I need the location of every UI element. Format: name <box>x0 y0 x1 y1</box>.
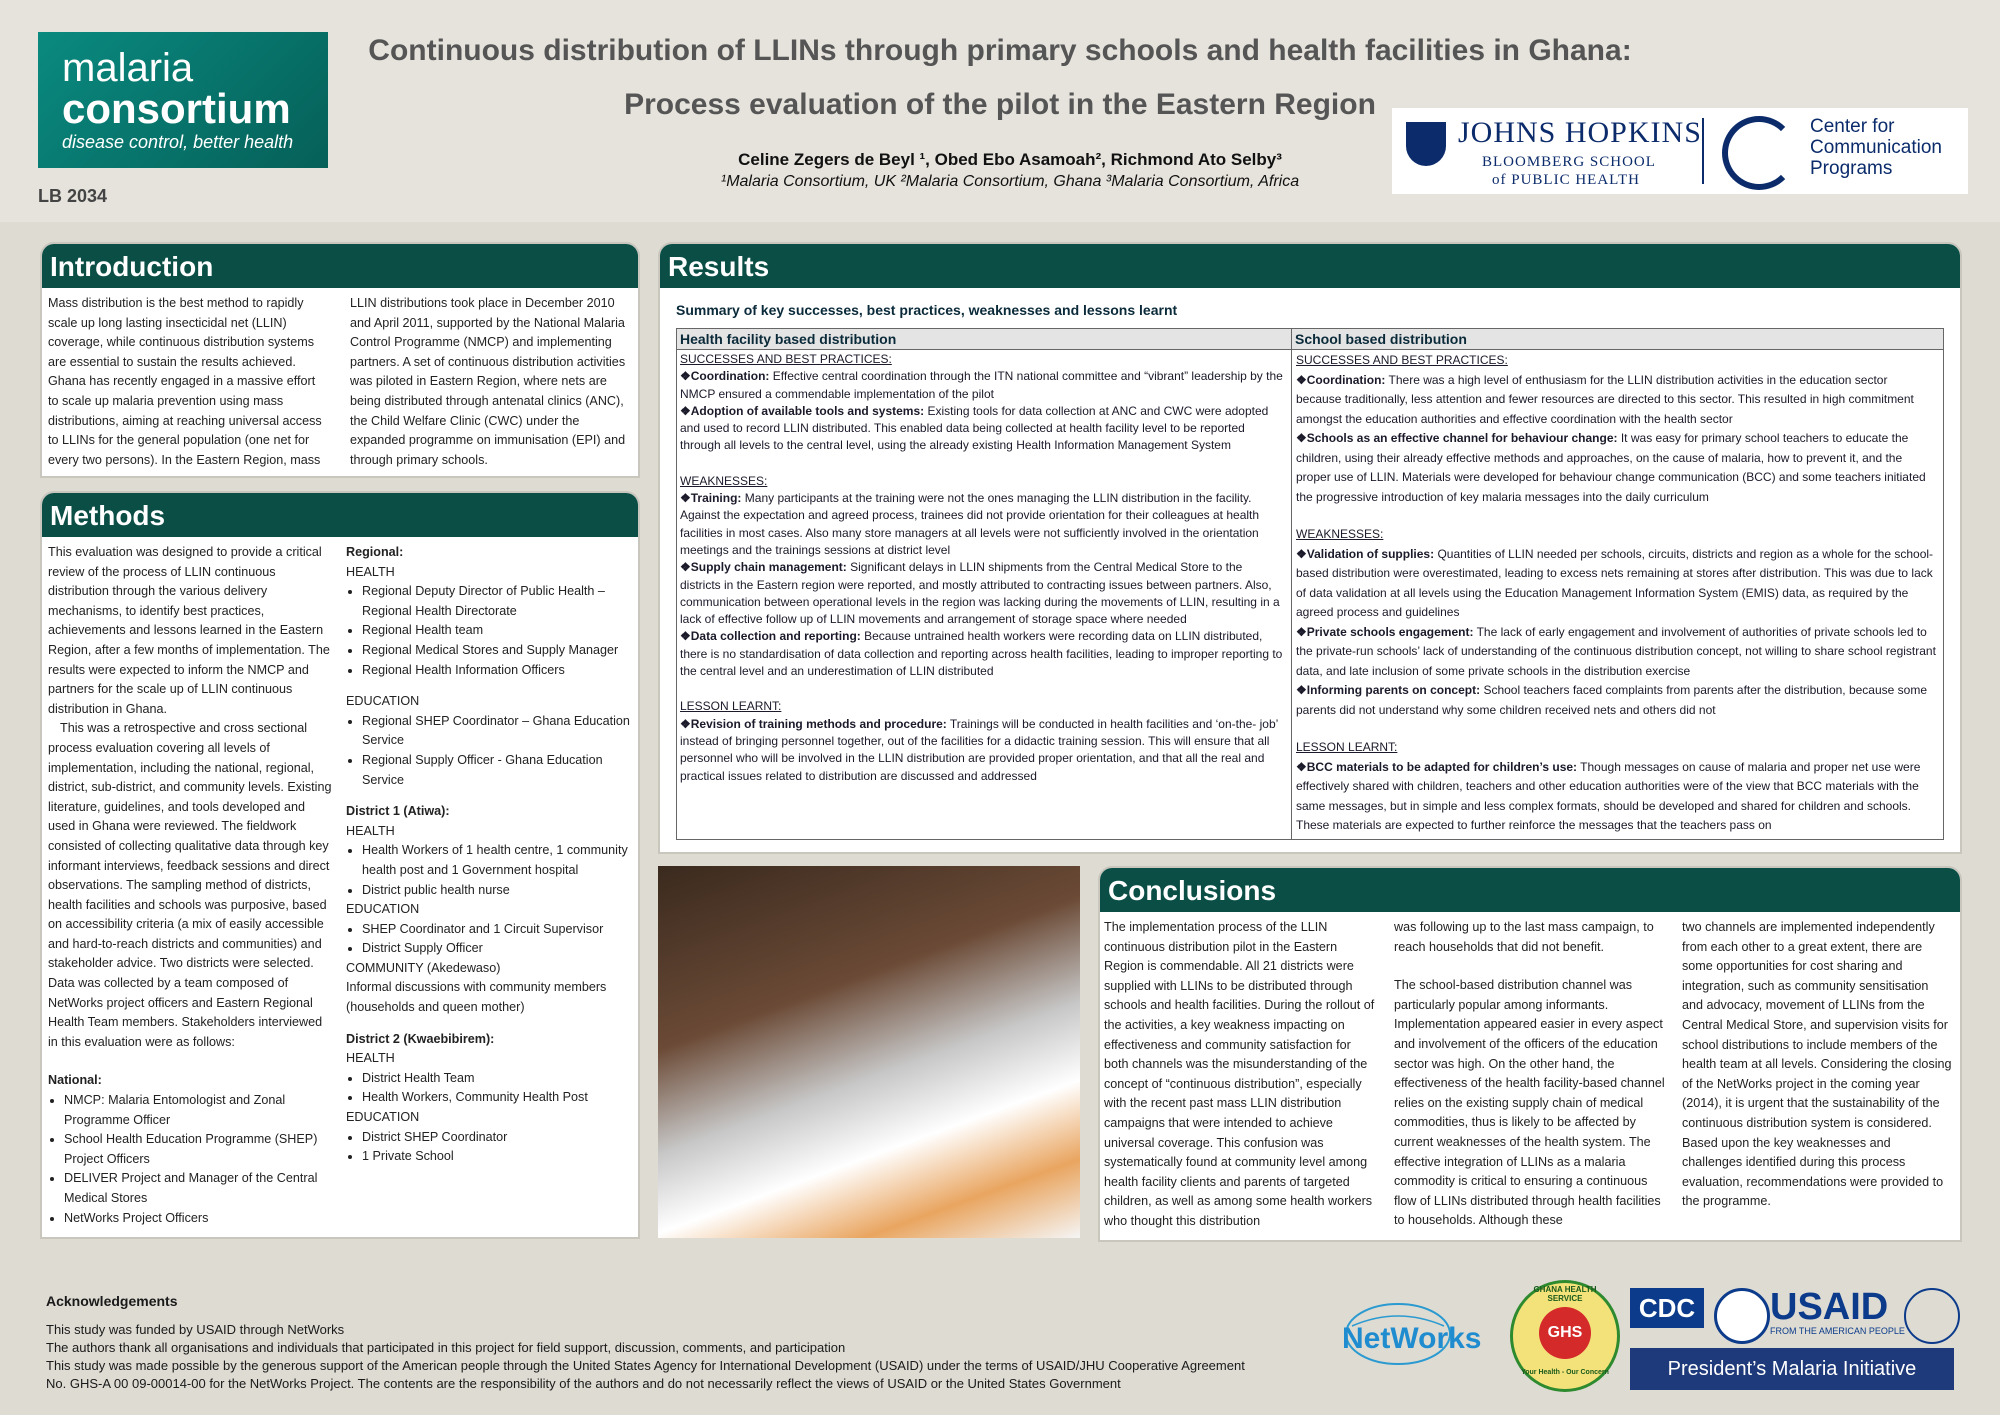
result-item <box>680 628 1286 680</box>
ack-line4: No. GHS-A 00 09-00014-00 for the NetWorks Project. The contents are the responsibility of the authors and do not necessarily reflect the views of USAID or the United States Government <box>46 1376 1121 1391</box>
results-subtitle: Summary of key successes, best practices, weaknesses and lessons learnt <box>676 302 1178 318</box>
ccp-line1: Center for <box>1810 116 1895 137</box>
section-label: SUCCESSES AND BEST PRACTICES: <box>680 352 892 366</box>
result-item-title: ❖Informing parents on concept: <box>1296 683 1481 697</box>
usaid-seal-icon <box>1714 1288 1770 1344</box>
jhu-name: JOHNS HOPKINS <box>1458 116 1702 149</box>
hf-column-header: Health facility based distribution <box>677 329 1291 350</box>
ccp-logo-text <box>1810 116 1942 179</box>
logo-tagline: disease control, better health <box>62 132 294 152</box>
hhs-eagle-icon <box>1904 1288 1960 1344</box>
list-item: • Health Workers, Community Health Post <box>362 1088 632 1108</box>
section-label: LESSON LEARNT: <box>1296 740 1398 754</box>
regional-education-list <box>346 712 632 790</box>
list-item: • Regional SHEP Coordinator – Ghana Education Service <box>362 712 632 751</box>
results-heading: Results <box>660 244 1960 288</box>
section-label: WEAKNESSES: <box>1296 527 1384 541</box>
district1-health-label: HEALTH <box>346 823 395 838</box>
result-item <box>680 559 1286 628</box>
logo-line1: malaria <box>62 46 194 90</box>
ack-line1: This study was funded by USAID through NetWorks <box>46 1322 345 1337</box>
ccp-swirl-icon <box>1722 116 1796 190</box>
methods-panel <box>40 491 640 1239</box>
regional-education-label: EDUCATION <box>346 694 420 709</box>
result-item-title: ❖Training: <box>680 491 742 506</box>
regional-label: Regional: <box>346 545 404 559</box>
list-item: • DELIVER Project and Manager of the Central Medical Stores <box>64 1169 332 1208</box>
district2-health-label: HEALTH <box>346 1051 395 1066</box>
malaria-consortium-logo <box>38 32 328 168</box>
authors: Celine Zegers de Beyl ¹, Obed Ebo Asamoah², Richmond Ato Selby³ <box>738 150 1282 169</box>
result-item <box>680 403 1286 455</box>
result-item-text: Significant delays in LLIN shipments from the Central Medical Store to the districts in the Eastern region were reported, and mostly attributed to contracting issues between partners. Also, communication between operational levels in the region was lacking during the movements of LLIN, resulting in a lack of effective follow up of LLIN movements and arrangement of storage space where needed <box>680 560 1280 627</box>
result-item-title: ❖Schools as an effective channel for behaviour change: <box>1296 431 1618 445</box>
sb-column <box>1296 351 1936 836</box>
introduction-panel <box>40 242 640 478</box>
result-item <box>1296 681 1936 720</box>
list-item: • District public health nurse <box>362 881 632 901</box>
conclusions-panel <box>1098 866 1962 1242</box>
district1-education-list <box>346 920 632 959</box>
introduction-col1: Mass distribution is the best method to rapidly scale up long lasting insecticidal net (LLIN) coverage, while continuous distribution systems are essential to sustain the results achieved. Ghana has recently engaged in a massive effort to scale up malaria prevention using mass distributions, aiming at reaching universal access to LLINs for the general population (one net for every two persons). In the Eastern Region, mass <box>48 296 322 467</box>
district2-education-list <box>346 1128 632 1167</box>
list-item: • School Health Education Programme (SHEP) Project Officers <box>64 1130 332 1169</box>
methods-col1 <box>48 543 332 1228</box>
result-item <box>1296 429 1936 507</box>
list-item: • District Supply Officer <box>362 939 632 959</box>
partner-logos <box>1392 108 1968 194</box>
list-item: • SHEP Coordinator and 1 Circuit Supervisor <box>362 920 632 940</box>
pmi-banner: President’s Malaria Initiative <box>1630 1348 1954 1390</box>
list-item: • Health Workers of 1 health centre, 1 community health post and 1 Government hospital <box>362 841 632 880</box>
regional-health-label: HEALTH <box>346 564 395 579</box>
usaid-logo: USAID <box>1770 1286 1889 1328</box>
list-item: • Regional Deputy Director of Public Health – Regional Health Directorate <box>362 582 632 621</box>
result-item-text: Because untrained health workers were recording data on LLIN distributed, there is no standardisation of data collection and reporting across health facilities, leading to improper reporting to the central level and an underestimation of LLIN distributed <box>680 629 1283 679</box>
poster-title-line2: Process evaluation of the pilot in the Eastern Region <box>624 88 1376 121</box>
conclusions-col3: two channels are implemented independently from each other to a great extent, there are some opportunities for cost sharing and integration, such as community sensitisation and advocacy, movement of LLINs from the Central Medical Store, and supervision visits for school distributions to include members of the health team at all levels. Considering the closing of the NetWorks project in the coming year (2014), it is urgent that the sustainability of the continuous distribution system is considered. Based upon the key weaknesses and challenges identified during this process evaluation, recommendations were provided to the programme. <box>1682 920 1952 1209</box>
list-item: • 1 Private School <box>362 1147 632 1167</box>
result-item-text: Existing tools for data collection at ANC and CWC were adopted and used to record LLIN distributed. This enabled data being collected at health facility level to be reported through all levels to the central level, using the already existing Health Information Management System <box>680 403 1269 453</box>
section-label: WEAKNESSES: <box>680 473 768 488</box>
section-label: SUCCESSES AND BEST PRACTICES: <box>1296 353 1508 367</box>
ack-line3: This study was made possible by the generous support of the American people through the United States Agency for International Development (USAID) under the terms of USAID/JHU Cooperative Agreement <box>46 1358 1245 1373</box>
ghs-emblem: GHS <box>1539 1307 1591 1359</box>
ghs-motto: Your Health - Our Concern <box>1521 1369 1609 1376</box>
jhu-shield-icon <box>1406 122 1446 166</box>
district1-label: District 1 (Atiwa): <box>346 804 450 819</box>
acknowledgements-heading: Acknowledgements <box>46 1293 178 1309</box>
result-item <box>1296 623 1936 682</box>
networks-logo-text: NetWorks <box>1342 1322 1482 1355</box>
ccp-line3: Programs <box>1810 158 1893 179</box>
result-item-title: ❖Adoption of available tools and systems: <box>680 403 925 418</box>
result-item-title: ❖Validation of supplies: <box>1296 546 1435 561</box>
sb-column-header: School based distribution <box>1292 329 1943 350</box>
result-item-text: Many participants at the training were not the ones managing the LLIN distribution in the facility. Against the expectation and agreed process, trainees did not provide orientation for their colleagues at health facilities in most cases. Also many store managers at all levels were not sufficiently involved in the orientation meetings and the trainings sessions at district level <box>680 491 1260 557</box>
introduction-col2: LLIN distributions took place in December 2010 and April 2011, supported by the National Malaria Control Programme (NMCP) and implementing partners. A set of continuous distribution activities was piloted in Eastern Region, where nets are being distributed through antenatal clinics (ANC), the Child Welfare Clinic (CWC) under the expanded programme on immunisation (EPI) and through primary schools. <box>350 296 626 467</box>
ghana-health-service-logo <box>1510 1280 1620 1392</box>
result-item-text: Effective central coordination through the ITN national committee and “vibrant” leadership by the NMCP ensured a commendable implementation of the pilot <box>680 369 1283 401</box>
list-item: • NetWorks Project Officers <box>64 1209 332 1229</box>
result-item-text: It was easy for primary school teachers to educate the children, using their already effective methods and approaches, on the cause of malaria, how to prevent it, and the proper use of LLIN. Materials were developed for behaviour change communication (BCC) and some teachers initiated the progressive introduction of key malaria messages into the daily curriculum <box>1296 431 1926 504</box>
national-label: National: <box>48 1073 102 1088</box>
results-panel <box>658 242 1962 854</box>
national-list <box>48 1091 332 1228</box>
district1-health-list <box>346 841 632 900</box>
affiliations: ¹Malaria Consortium, UK ²Malaria Consortium, Ghana ³Malaria Consortium, Africa <box>720 173 1300 190</box>
result-item-text: There was a high level of enthusiasm for the LLIN distribution activities in the education sector because traditionally, less attention and fewer resources are directed to this sector. This resulted in high commitment amongst the education authorities and effective coordination with the health sector <box>1296 372 1914 426</box>
methods-col2 <box>346 543 632 1167</box>
column-divider <box>1291 329 1292 839</box>
logo-divider <box>1702 118 1704 184</box>
usaid-tagline: FROM THE AMERICAN PEOPLE <box>1770 1326 1905 1336</box>
conclusions-col1: The implementation process of the LLIN continuous distribution pilot in the Eastern Region is commendable. All 21 districts were supplied with LLINs to be distributed through schools and health facilities. During the rollout of the activities, a key weakness impacting on effectiveness and community satisfaction for both channels was the misunderstanding of the concept of “continuous distribution”, especially with the recent past mass LLIN distribution campaigns that were intended to achieve universal coverage. This confusion was systematically found at community level among health facility clients and parents of targeted children, as well as among some health workers who thought this distribution <box>1104 920 1375 1228</box>
conclusions-col2-para2: The school-based distribution channel was particularly popular among informants. Implementation appeared easier in every aspect and involvement of the officers of the education sector was high. On the other hand, the effectiveness of the health facility-based channel relies on the existing supply chain of medical commodities, thus is likely to be affected by current weaknesses of the health system. The effective integration of LLINs as a malaria commodity is critical to ensuring a continuous flow of LLINs distributed through health facilities to households. Although these <box>1394 978 1665 1228</box>
result-item-title: ❖Data collection and reporting: <box>680 629 861 644</box>
ghs-ring-text: GHANA HEALTH SERVICE <box>1533 1285 1597 1303</box>
result-item-text: Quantities of LLIN needed per schools, circuits, districts and region as a whole for the school-based distribution were overestimated, leading to excess nets remaining at stores after distribution. This was due to lack of data validation at all levels using the Education Management Information System (EMIS) data, as required by the agreed process and guidelines <box>1296 546 1934 619</box>
result-item-title: ❖Private schools engagement: <box>1296 624 1474 639</box>
jhu-school-line2: of PUBLIC HEALTH <box>1492 172 1640 188</box>
networks-logo <box>1338 1296 1494 1372</box>
community-label: COMMUNITY (Akedewaso) <box>346 960 501 975</box>
schoolchildren-photo <box>658 866 1080 1238</box>
result-item-text: Though messages on cause of malaria and proper net use were effectively shared with children, teachers and other education authorities were of the view that BCC materials with the same messages, but in simple and less complex formats, should be developed and shared for children and schools. These materials are expected to further reinforce the messages that the teachers pass on <box>1296 759 1921 832</box>
result-item-title: ❖Supply chain management: <box>680 560 847 575</box>
regional-health-list <box>346 582 632 680</box>
list-item: • Regional Health Information Officers <box>362 661 632 681</box>
list-item: • Regional Health team <box>362 621 632 641</box>
conclusions-col2-para1: was following up to the last mass campaign, to reach households that did not benefit. <box>1394 920 1654 954</box>
result-item-title: ❖Revision of training methods and procedure: <box>680 716 947 731</box>
results-table <box>676 328 1944 840</box>
conclusions-heading: Conclusions <box>1100 868 1960 912</box>
section-label: LESSON LEARNT: <box>680 699 782 714</box>
poster-title-line1: Continuous distribution of LLINs through primary schools and health facilities in Ghana: <box>368 34 1632 67</box>
result-item-title: ❖Coordination: <box>1296 372 1386 387</box>
logo-line2: consortium <box>62 85 291 132</box>
conclusions-col2 <box>1394 918 1666 1231</box>
cdc-logo: CDC <box>1630 1288 1704 1328</box>
introduction-heading: Introduction <box>42 244 638 288</box>
result-item <box>680 368 1286 403</box>
result-item-text: Trainings will be conducted in health facilities and ‘on-the- job’ instead of bringing personnel together, out of the facilities for a didactic training session. This will ensure that all personnel who will be involved in the LLIN distribution are provided proper orientation, and that all the real and practical issues related to distribution are discussed and addressed <box>680 716 1278 783</box>
methods-para1: This evaluation was designed to provide a critical review of the process of LLIN continuous distribution through the various delivery mechanisms, to identify best practices, achievements and lessons learned in the Eastern Region, after a few months of implementation. The results were expected to inform the NMCP and partners for the scale up of LLIN continuous distribution in Ghana. <box>48 545 330 716</box>
jhu-school-line1: BLOOMBERG SCHOOL <box>1482 154 1656 170</box>
methods-para2: This was a retrospective and cross sectional process evaluation covering all levels of implementation, including the national, regional, district, sub-district, and community levels. Existing literature, guidelines, and tools developed and used in Ghana were reviewed. The fieldwork consisted of collecting qualitative data through key informant interviews, feedback sessions and direct observations. The sampling method of districts, health facilities and schools was purposive, based on accessibility criteria (a mix of easily accessible and hard-to-reach districts and communities) and stakeholder advice. Two districts were selected. Data was collected by a team composed of NetWorks project officers and Eastern Regional Health Team members. Stakeholders interviewed in this evaluation were as follows: <box>48 721 332 1049</box>
community-text: Informal discussions with community members (households and queen mother) <box>346 980 607 1015</box>
list-item: • Regional Supply Officer - Ghana Education Service <box>362 751 632 790</box>
list-item: • District SHEP Coordinator <box>362 1128 632 1148</box>
list-item: • NMCP: Malaria Entomologist and Zonal Programme Officer <box>64 1091 332 1130</box>
result-item <box>1296 758 1936 836</box>
result-item-title: ❖BCC materials to be adapted for children’s use: <box>1296 759 1578 774</box>
district2-education-label: EDUCATION <box>346 1110 420 1125</box>
hf-column <box>680 351 1286 785</box>
methods-heading: Methods <box>42 493 638 537</box>
list-item: • District Health Team <box>362 1069 632 1089</box>
ack-line2: The authors thank all organisations and individuals that participated in this project for field support, discussion, comments, and participation <box>46 1340 846 1355</box>
poster-header <box>0 0 2000 222</box>
result-item-text: The lack of early engagement and involvement of authorities of private schools led to the private-run schools’ lack of understanding of the continuous distribution concept, not willing to share school registrant data, and late inclusion of some private schools in the distribution exercise <box>1296 624 1936 678</box>
list-item: • Regional Medical Stores and Supply Manager <box>362 641 632 661</box>
ccp-line2: Communication <box>1810 137 1942 158</box>
result-item-title: ❖Coordination: <box>680 369 770 384</box>
result-item-text: School teachers faced complaints from parents after the distribution, because some parents did not understand why some children received nets and others did not <box>1296 683 1928 717</box>
result-item <box>1296 371 1936 430</box>
result-item <box>680 490 1286 559</box>
district2-label: District 2 (Kwaebibirem): <box>346 1031 495 1046</box>
result-item <box>1296 545 1936 623</box>
poster-code: LB 2034 <box>38 186 108 206</box>
result-item <box>680 716 1286 785</box>
district1-education-label: EDUCATION <box>346 902 420 917</box>
district2-health-list <box>346 1069 632 1108</box>
